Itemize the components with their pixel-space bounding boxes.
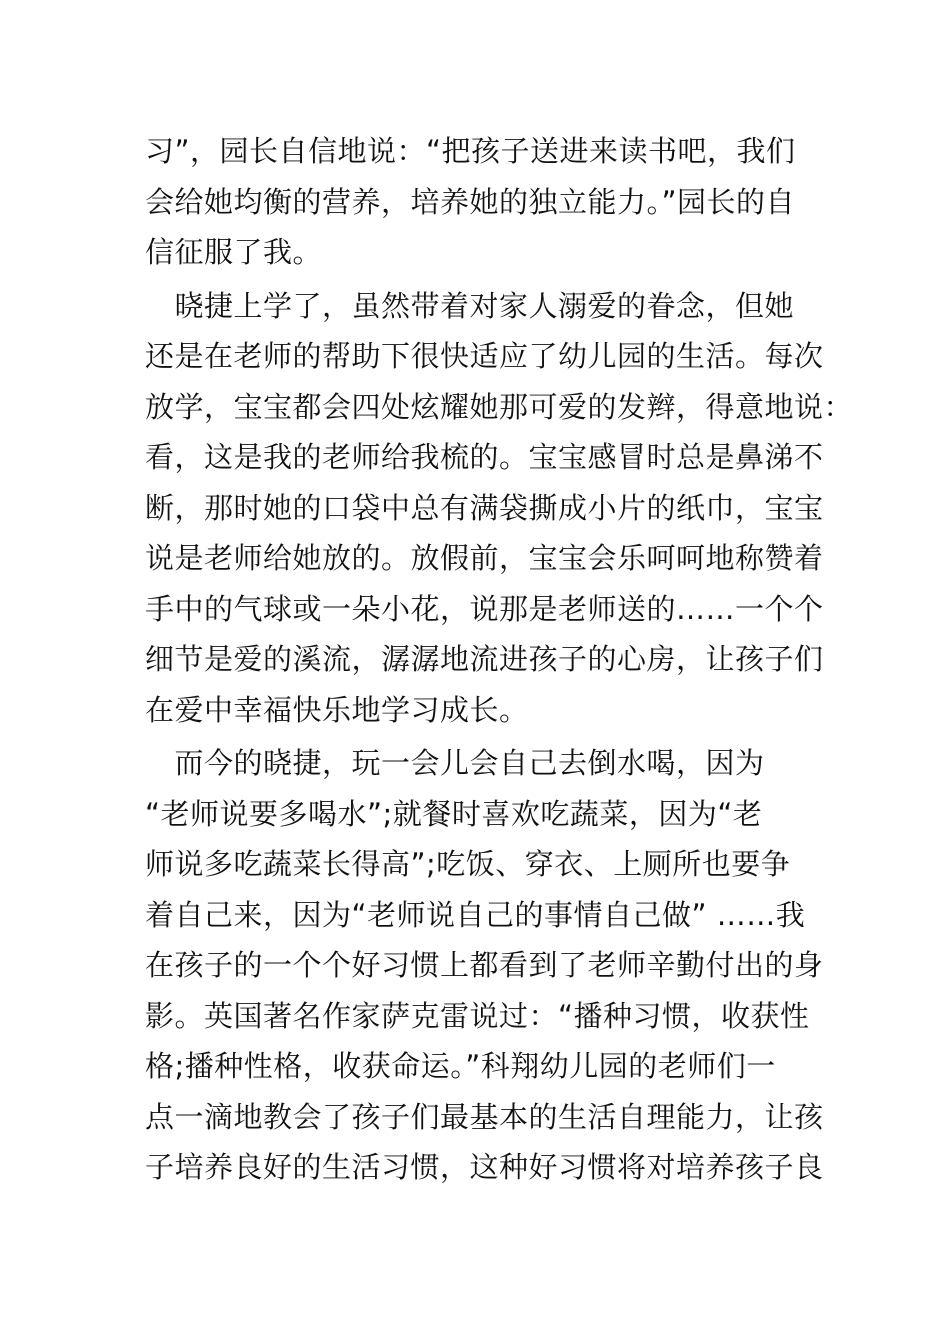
text-line: 信征服了我。 [145,235,323,269]
text-line: 着自己来，因为“老师说自己的事情自己做” ……我 [145,897,806,932]
text-line: 子培养良好的生活习惯，这种好习惯将对培养孩子良 [145,1150,824,1184]
text-line: 断，那时她的口袋中总有满袋撕成小片的纸巾，宝宝 [145,490,824,525]
text-line: 放学，宝宝都会四处炫耀她那可爱的发辫，得意地说： [145,389,854,424]
paragraph-2 [145,281,854,736]
paragraph-1 [145,126,825,278]
text-line: 看，这是我的老师给我梳的。宝宝感冒时总是鼻涕不 [145,440,824,474]
text-line: 师说多吃蔬菜长得高”;吃饭、穿衣、上厕所也要争 [145,847,791,881]
text-line: 说是老师给她放的。放假前，宝宝会乐呵呵地称赞着 [145,541,824,575]
text-line: 还是在老师的帮助下很快适应了幼儿园的生活。每次 [145,339,824,373]
text-line: 习”，园长自信地说：“把孩子送进来读书吧，我们 [145,134,796,168]
text-line: “老师说要多喝水”;就餐时喜欢吃蔬菜，因为“老 [145,796,763,831]
document-body [145,126,854,1196]
text-line: 在孩子的一个个好习惯上都看到了老师辛勤付出的身 [145,948,824,982]
text-line: 手中的气球或一朵小花，说那是老师送的……一个个 [145,591,824,626]
text-line: 影。英国著名作家萨克雷说过：“播种习惯，收获性 [145,998,810,1033]
text-line: 在爱中幸福快乐地学习成长。 [145,692,529,727]
text-line: 细节是爱的溪流，潺潺地流进孩子的心房，让孩子们 [145,642,824,676]
paragraph-3 [145,738,825,1193]
text-line: 会给她均衡的营养，培养她的独立能力。”园长的自 [145,184,796,219]
text-line: 格;播种性格，收获命运。”科翔幼儿园的老师们一 [145,1049,776,1083]
text-line: 点一滴地教会了孩子们最基本的生活自理能力，让孩 [145,1099,824,1134]
text-line: 晓捷上学了，虽然带着对家人溺爱的眷念，但她 [145,288,795,323]
text-line: 而今的晓捷，玩一会儿会自己去倒水喝，因为 [145,746,765,780]
